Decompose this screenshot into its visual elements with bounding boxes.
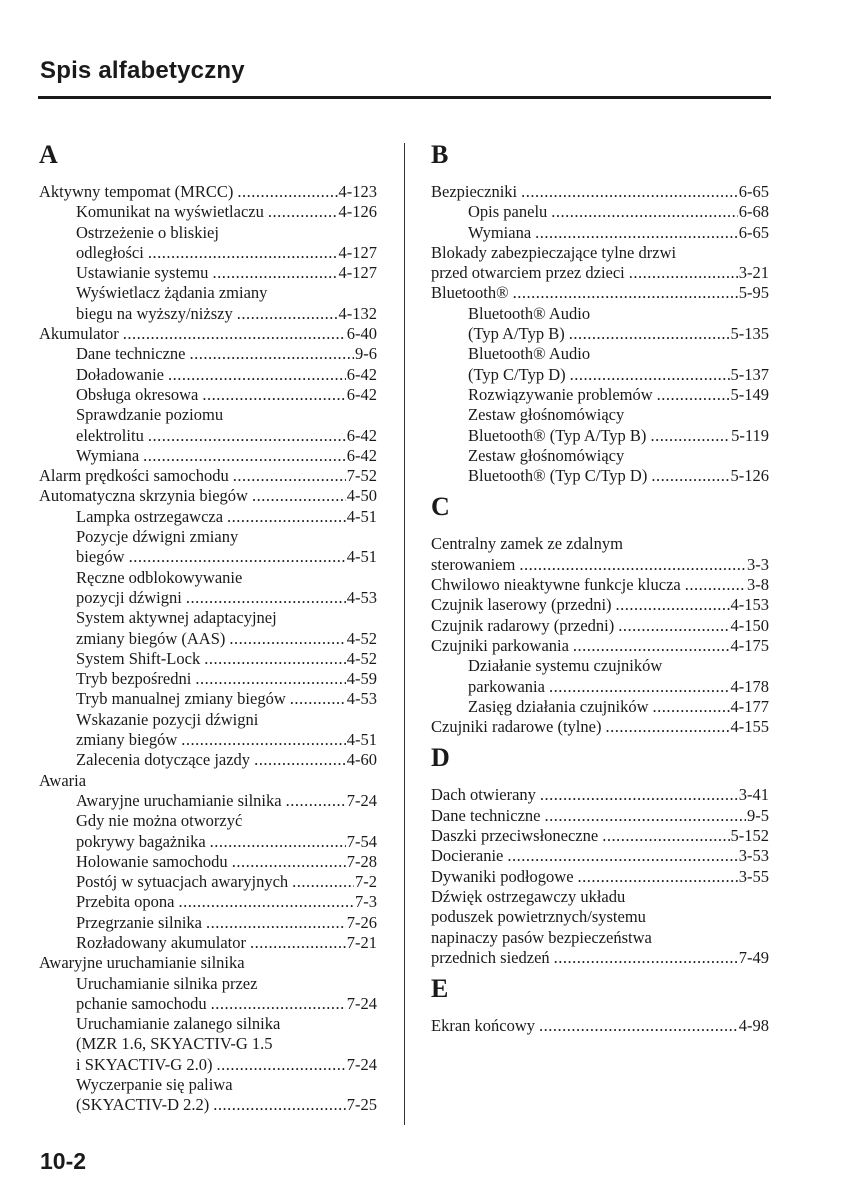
index-entry-text: (Typ A/Typ B) xyxy=(468,324,565,344)
index-entry-text: Dane techniczne xyxy=(76,344,186,364)
index-entry-text: Dach otwierany xyxy=(431,785,536,805)
leader-dots xyxy=(286,791,346,811)
index-entry xyxy=(39,182,377,202)
leader-dots xyxy=(551,202,737,222)
leader-dots xyxy=(206,913,346,933)
leader-dots xyxy=(168,365,346,385)
index-entry xyxy=(39,791,377,811)
index-entry xyxy=(431,304,769,324)
index-entry xyxy=(431,534,769,554)
index-entry-text: Sprawdzanie poziomu xyxy=(76,405,224,425)
index-entry-text: Awaria xyxy=(39,770,87,790)
leader-dots xyxy=(605,717,729,737)
index-entry-page: 5-137 xyxy=(730,364,769,384)
index-entry xyxy=(39,649,377,669)
index-entry-page: 4-51 xyxy=(346,506,377,526)
index-entry-page: 4-50 xyxy=(346,486,377,506)
index-entry-text: Tryb manualnej zmiany biegów xyxy=(76,689,286,709)
index-entry xyxy=(431,1016,769,1036)
index-entry xyxy=(39,974,377,994)
index-entry-text: Czujnik radarowy (przedni) xyxy=(431,615,615,635)
index-entry-text: Czujnik laserowy (przedni) xyxy=(431,595,612,615)
index-entry xyxy=(431,636,769,656)
index-entry xyxy=(39,324,377,344)
index-entry-text: Komunikat na wyświetlaczu xyxy=(76,202,264,222)
index-entry-text: i SKYACTIV-G 2.0) xyxy=(76,1054,213,1074)
index-entry-text: Bluetooth® xyxy=(431,283,509,303)
index-entry xyxy=(39,1095,377,1115)
leader-dots xyxy=(521,182,738,202)
index-entry-text: Centralny zamek ze zdalnym xyxy=(431,534,623,554)
leader-dots xyxy=(268,202,338,222)
index-entry-text: Przebita opona xyxy=(76,892,175,912)
index-entry-text: System aktywnej adaptacyjnej xyxy=(76,608,277,628)
index-entry-text: Pozycje dźwigni zmiany xyxy=(76,527,239,547)
index-entry-text: Bluetooth® (Typ A/Typ B) xyxy=(468,425,647,445)
index-entry-text: Obsługa okresowa xyxy=(76,384,199,404)
leader-dots xyxy=(685,575,746,595)
index-entry-text: elektrolitu xyxy=(76,425,144,445)
leader-dots xyxy=(252,486,346,506)
index-entry xyxy=(39,223,377,243)
index-entry xyxy=(39,588,377,608)
index-column-left xyxy=(39,140,377,1116)
index-entry xyxy=(39,243,377,263)
index-entry-text: Chwilowo nieaktywne funkcje klucza xyxy=(431,575,681,595)
leader-dots xyxy=(618,616,729,636)
index-entry-text: Wymiana xyxy=(468,222,532,242)
index-entry-page: 3-3 xyxy=(747,554,769,574)
leader-dots xyxy=(573,636,730,656)
index-entry-text: Rozwiązywanie problemów xyxy=(468,384,653,404)
leader-dots xyxy=(570,365,730,385)
index-entry xyxy=(39,771,377,791)
index-entry xyxy=(39,304,377,324)
leader-dots xyxy=(254,750,346,770)
leader-dots xyxy=(290,689,346,709)
index-entry xyxy=(431,405,769,425)
index-entry-page: 3-8 xyxy=(747,575,769,595)
index-entry-text: Blokady zabezpieczające tylne drzwi xyxy=(431,242,677,262)
index-entry xyxy=(39,689,377,709)
index-entry-page: 5-152 xyxy=(730,826,769,846)
index-entry xyxy=(431,928,769,948)
index-entry-page: 4-127 xyxy=(338,263,377,283)
index-entry-text: Uruchamianie silnika przez xyxy=(76,973,258,993)
index-entry-text: Wymiana xyxy=(76,445,140,465)
section-letter: A xyxy=(39,140,58,169)
column-divider xyxy=(404,143,405,1125)
leader-dots xyxy=(204,649,346,669)
index-entry-page: 4-59 xyxy=(346,669,377,689)
index-entry-text: Zasięg działania czujników xyxy=(468,696,649,716)
page-number: 10-2 xyxy=(40,1148,87,1174)
index-entry-text: Awaryjne uruchamianie silnika xyxy=(76,790,282,810)
leader-dots xyxy=(578,867,738,887)
index-entry-page: 4-175 xyxy=(730,635,769,655)
index-entry-text: zmiany biegów xyxy=(76,730,178,750)
leader-dots xyxy=(569,324,730,344)
index-entry xyxy=(431,575,769,595)
index-entry-text: Doładowanie xyxy=(76,364,164,384)
index-entry-page: 9-6 xyxy=(355,344,377,364)
index-entry-text: Zestaw głośnomówiący xyxy=(468,405,625,425)
index-entry-text: Czujniki parkowania xyxy=(431,635,569,655)
index-entry-page: 4-52 xyxy=(346,628,377,648)
index-entry-page: 7-24 xyxy=(346,993,377,1013)
index-entry-page: 6-40 xyxy=(346,324,377,344)
index-entry-text: Bluetooth® Audio xyxy=(468,303,591,323)
index-entry xyxy=(39,832,377,852)
index-entry-page: 4-51 xyxy=(346,547,377,567)
index-entry-text: Dywaniki podłogowe xyxy=(431,866,574,886)
index-entry xyxy=(39,608,377,628)
index-entry-text: pozycji dźwigni xyxy=(76,587,182,607)
index-entry xyxy=(431,785,769,805)
index-entry xyxy=(39,385,377,405)
leader-dots xyxy=(123,324,346,344)
index-entry-text: biegów xyxy=(76,547,125,567)
index-entry xyxy=(431,717,769,737)
index-entry-text: Ustawianie systemu xyxy=(76,263,209,283)
index-entry-text: przednich siedzeń xyxy=(431,947,550,967)
index-entry-page: 4-155 xyxy=(730,717,769,737)
leader-dots xyxy=(292,872,354,892)
index-entry-text: (SKYACTIV-D 2.2) xyxy=(76,1095,210,1115)
index-entry-page: 4-150 xyxy=(730,615,769,635)
page-title: Spis alfabetyczny xyxy=(40,57,245,84)
index-entry-page: 6-42 xyxy=(346,425,377,445)
index-entry-text: Dźwięk ostrzegawczy układu xyxy=(431,886,626,906)
leader-dots xyxy=(143,446,346,466)
index-entry-page: 7-2 xyxy=(355,872,377,892)
index-entry xyxy=(431,182,769,202)
index-entry xyxy=(431,344,769,364)
leader-dots xyxy=(148,243,338,263)
index-entry xyxy=(431,385,769,405)
index-entry-page: 7-28 xyxy=(346,851,377,871)
index-entry xyxy=(39,872,377,892)
index-entry xyxy=(431,677,769,697)
index-entry-page: 5-135 xyxy=(730,324,769,344)
index-entry xyxy=(39,426,377,446)
index-entry xyxy=(39,466,377,486)
leader-dots xyxy=(227,507,346,527)
index-entry xyxy=(39,283,377,303)
index-entry-page: 6-42 xyxy=(346,445,377,465)
index-entry xyxy=(431,907,769,927)
leader-dots xyxy=(539,1016,738,1036)
leader-dots xyxy=(657,385,730,405)
index-entry-page: 5-95 xyxy=(738,283,769,303)
index-entry-page: 5-126 xyxy=(730,466,769,486)
index-entry xyxy=(431,263,769,283)
index-entry-text: Zalecenia dotyczące jazdy xyxy=(76,750,251,770)
index-entry-page: 7-54 xyxy=(346,831,377,851)
index-entry-page: 7-3 xyxy=(355,892,377,912)
index-entry xyxy=(39,953,377,973)
index-entry xyxy=(39,1014,377,1034)
leader-dots xyxy=(148,426,346,446)
leader-dots xyxy=(250,933,346,953)
index-entry-page: 5-149 xyxy=(730,384,769,404)
index-entry xyxy=(39,852,377,872)
leader-dots xyxy=(210,832,346,852)
index-entry xyxy=(39,710,377,730)
leader-dots xyxy=(616,595,730,615)
index-entry xyxy=(39,811,377,831)
leader-dots xyxy=(237,304,338,324)
index-entry-text: Alarm prędkości samochodu xyxy=(39,466,229,486)
leader-dots xyxy=(216,1055,345,1075)
index-entry-page: 6-65 xyxy=(738,182,769,201)
leader-dots xyxy=(519,555,746,575)
index-entry xyxy=(39,202,377,222)
index-entry-text: Ręczne odblokowywanie xyxy=(76,567,243,587)
index-entry xyxy=(431,867,769,887)
index-entry-page: 7-24 xyxy=(346,790,377,810)
index-entry-text: napinaczy pasów bezpieczeństwa xyxy=(431,927,652,947)
index-entry-page: 7-25 xyxy=(346,1095,377,1115)
index-entry-text: (MZR 1.6, SKYACTIV-G 1.5 xyxy=(76,1034,273,1054)
index-entry xyxy=(431,656,769,676)
index-entry-page: 4-127 xyxy=(338,242,377,262)
index-entry xyxy=(431,887,769,907)
leader-dots xyxy=(507,846,737,866)
index-entry xyxy=(431,595,769,615)
index-entry xyxy=(39,994,377,1014)
index-entry-page: 7-52 xyxy=(346,466,377,486)
index-entry-text: Akumulator xyxy=(39,324,119,344)
index-entry-page: 9-5 xyxy=(747,805,769,825)
index-entry-page: 4-177 xyxy=(730,696,769,716)
index-entry-page: 3-21 xyxy=(738,263,769,283)
leader-dots xyxy=(195,669,345,689)
index-entry xyxy=(431,202,769,222)
leader-dots xyxy=(540,785,738,805)
index-entry xyxy=(431,826,769,846)
index-entry xyxy=(39,1055,377,1075)
index-entry-text: Opis panelu xyxy=(468,202,548,222)
index-entry-page: 3-41 xyxy=(738,785,769,805)
index-entry-page: 5-119 xyxy=(731,425,769,445)
index-column-right xyxy=(431,140,769,1036)
leader-dots xyxy=(186,588,346,608)
leader-dots xyxy=(549,677,730,697)
index-entry xyxy=(431,555,769,575)
index-entry xyxy=(431,243,769,263)
leader-dots xyxy=(129,547,346,567)
index-entry xyxy=(431,446,769,466)
section-letter: C xyxy=(431,492,450,522)
index-entry xyxy=(39,1075,377,1095)
index-entry-text: Lampka ostrzegawcza xyxy=(76,506,224,526)
index-entry xyxy=(431,283,769,303)
index-entry-page: 4-126 xyxy=(338,202,377,222)
index-entry-page: 6-65 xyxy=(738,222,769,242)
index-entry-page: 7-49 xyxy=(738,947,769,967)
index-entry xyxy=(39,669,377,689)
index-entry-text: przed otwarciem przez dzieci xyxy=(431,263,625,283)
leader-dots xyxy=(554,948,738,968)
index-entry-page: 3-53 xyxy=(738,846,769,866)
index-entry-text: System Shift-Lock xyxy=(76,648,201,668)
index-entry-text: Wyświetlacz żądania zmiany xyxy=(76,283,268,303)
index-entry-text: Postój w sytuacjach awaryjnych xyxy=(76,872,289,892)
index-entry xyxy=(431,426,769,446)
leader-dots xyxy=(629,263,738,283)
index-entry-page: 7-26 xyxy=(346,912,377,932)
leader-dots xyxy=(229,629,345,649)
index-entry xyxy=(39,507,377,527)
leader-dots xyxy=(212,263,337,283)
section-letter: B xyxy=(431,140,449,169)
index-entry-text: Bluetooth® (Typ C/Typ D) xyxy=(468,466,648,486)
index-entry-page: 4-98 xyxy=(738,1016,769,1036)
index-entry-text: Awaryjne uruchamianie silnika xyxy=(39,953,245,973)
section-letter: E xyxy=(431,974,449,1004)
leader-dots xyxy=(544,806,746,826)
index-entry xyxy=(39,892,377,912)
index-entry xyxy=(39,365,377,385)
leader-dots xyxy=(189,344,354,364)
leader-dots xyxy=(650,426,730,446)
index-entry xyxy=(431,365,769,385)
index-entry-page: 4-123 xyxy=(338,182,377,201)
leader-dots xyxy=(535,223,738,243)
index-entry-text: Tryb bezpośredni xyxy=(76,669,192,689)
index-entry xyxy=(431,466,769,486)
section-letter: D xyxy=(431,743,450,773)
index-entry xyxy=(39,527,377,547)
index-entry xyxy=(39,486,377,506)
index-entry-text: Docieranie xyxy=(431,846,504,866)
index-entry-text: Bluetooth® Audio xyxy=(468,344,591,364)
index-entry xyxy=(431,616,769,636)
index-entry-page: 4-53 xyxy=(346,587,377,607)
index-entry-page: 6-68 xyxy=(738,202,769,222)
index-entry xyxy=(39,933,377,953)
index-entry-page: 4-51 xyxy=(346,730,377,750)
index-entry xyxy=(431,806,769,826)
index-entry xyxy=(39,405,377,425)
index-entry-text: Bezpieczniki xyxy=(431,182,518,201)
index-entry-page: 6-42 xyxy=(346,384,377,404)
index-entry xyxy=(39,446,377,466)
index-entry xyxy=(431,324,769,344)
index-entry-text: zmiany biegów (AAS) xyxy=(76,628,226,648)
header-rule xyxy=(38,96,771,99)
index-entry xyxy=(39,629,377,649)
index-entry xyxy=(39,344,377,364)
index-entry-page: 4-60 xyxy=(346,750,377,770)
index-entry-text: poduszek powietrznych/systemu xyxy=(431,907,646,927)
index-entry-text: biegu na wyższy/niższy xyxy=(76,303,233,323)
index-entry xyxy=(431,697,769,717)
index-entry-text: Dane techniczne xyxy=(431,805,541,825)
leader-dots xyxy=(213,1095,346,1115)
index-entry xyxy=(431,223,769,243)
index-entry-text: Ostrzeżenie o bliskiej xyxy=(76,222,219,242)
index-entry-page: 7-24 xyxy=(346,1054,377,1074)
index-entry xyxy=(39,568,377,588)
leader-dots xyxy=(232,852,346,872)
index-entry-text: pokrywy bagażnika xyxy=(76,831,206,851)
index-entry-text: sterowaniem xyxy=(431,554,516,574)
index-entry-text: Aktywny tempomat (MRCC) xyxy=(39,182,234,201)
index-entry xyxy=(39,750,377,770)
leader-dots xyxy=(513,283,738,303)
leader-dots xyxy=(179,892,354,912)
index-entry-text: pchanie samochodu xyxy=(76,993,207,1013)
index-entry-text: Ekran końcowy xyxy=(431,1016,536,1036)
index-entry-text: Wyczerpanie się paliwa xyxy=(76,1075,233,1095)
index-entry-text: Przegrzanie silnika xyxy=(76,912,202,932)
index-entry-text: Rozładowany akumulator xyxy=(76,932,246,952)
leader-dots xyxy=(211,994,346,1014)
index-entry-text: odległości xyxy=(76,242,144,262)
leader-dots xyxy=(653,697,730,717)
leader-dots xyxy=(181,730,345,750)
leader-dots xyxy=(651,466,729,486)
leader-dots xyxy=(602,826,729,846)
index-entry-text: (Typ C/Typ D) xyxy=(468,364,566,384)
index-entry-text: Działanie systemu czujników xyxy=(468,656,663,676)
index-entry-text: Automatyczna skrzynia biegów xyxy=(39,486,248,506)
index-entry-text: parkowania xyxy=(468,676,545,696)
index-entry-text: Uruchamianie zalanego silnika xyxy=(76,1014,281,1034)
index-entry xyxy=(39,1034,377,1054)
index-entry-text: Holowanie samochodu xyxy=(76,851,228,871)
index-entry xyxy=(39,547,377,567)
index-entry-page: 4-132 xyxy=(338,303,377,323)
index-entry xyxy=(431,846,769,866)
index-entry xyxy=(39,730,377,750)
index-entry-text: Gdy nie można otworzyć xyxy=(76,811,243,831)
index-entry-page: 6-42 xyxy=(346,364,377,384)
index-entry xyxy=(39,263,377,283)
index-entry-text: Wskazanie pozycji dźwigni xyxy=(76,709,259,729)
index-entry-page: 4-153 xyxy=(730,595,769,615)
index-entry xyxy=(39,913,377,933)
index-entry-page: 4-53 xyxy=(346,689,377,709)
index-entry-text: Czujniki radarowe (tylne) xyxy=(431,717,602,737)
index-entry-text: Zestaw głośnomówiący xyxy=(468,445,625,465)
index-entry-page: 4-178 xyxy=(730,676,769,696)
leader-dots xyxy=(237,182,337,202)
leader-dots xyxy=(202,385,345,405)
index-entry xyxy=(431,948,769,968)
leader-dots xyxy=(233,466,346,486)
index-entry-page: 4-52 xyxy=(346,648,377,668)
index-entry-page: 3-55 xyxy=(738,866,769,886)
index-entry-text: Daszki przeciwsłoneczne xyxy=(431,826,599,846)
index-entry-page: 7-21 xyxy=(346,932,377,952)
